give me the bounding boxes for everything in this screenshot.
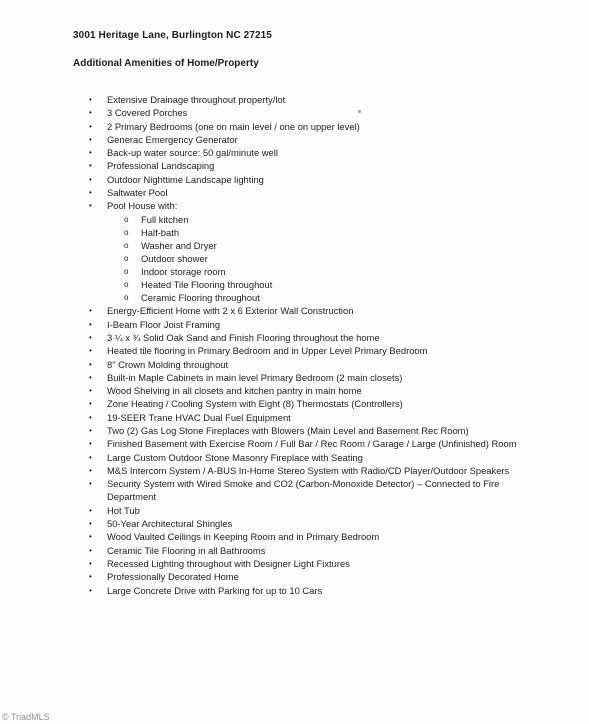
amenity-text: Outdoor Nighttime Landscape lighting xyxy=(107,173,264,185)
bullet-icon: • xyxy=(89,386,92,396)
amenity-item xyxy=(0,397,589,410)
bullet-icon: • xyxy=(89,558,92,568)
amenity-item xyxy=(0,331,589,344)
amenity-item xyxy=(0,186,589,199)
amenity-text: Professional Landscaping xyxy=(107,160,215,172)
bullet-icon: • xyxy=(89,572,92,582)
amenity-text: Energy-Efficient Home with 2 x 6 Exterior Wall Construction xyxy=(107,305,354,317)
amenity-item xyxy=(0,93,589,106)
amenity-text: Large Concrete Drive with Parking for up to 10 Cars xyxy=(107,584,323,596)
bullet-icon: • xyxy=(89,161,92,171)
sub-bullet-icon: o xyxy=(124,267,129,277)
bullet-icon: • xyxy=(89,332,92,342)
bullet-icon: • xyxy=(89,585,92,595)
amenity-text: 50-Year Architectural Shingles xyxy=(107,518,233,530)
amenity-item xyxy=(0,424,589,437)
bullet-icon: • xyxy=(89,465,92,475)
bullet-icon: • xyxy=(89,174,92,184)
pool-house-text: Half-bath xyxy=(141,226,180,238)
amenity-text: M&S Intercom System / A-BUS In-Home Stereo System with Radio/CD Player/Outdoor Speakers xyxy=(107,464,510,476)
amenity-item xyxy=(0,557,589,570)
amenity-text: Recessed Lighting throughout with Designer Light Fixtures xyxy=(107,557,350,569)
pool-house-item xyxy=(0,239,589,252)
amenity-item xyxy=(0,411,589,424)
bullet-icon: • xyxy=(89,108,92,118)
pool-house-item xyxy=(0,252,589,265)
amenity-item xyxy=(0,173,589,186)
amenity-item xyxy=(0,358,589,371)
bullet-icon: • xyxy=(89,319,92,329)
amenity-text: Built-in Maple Cabinets in main level Primary Bedroom (2 main closets) xyxy=(107,371,403,383)
bullet-icon: • xyxy=(89,412,92,422)
amenity-text: Professionally Decorated Home xyxy=(107,571,239,583)
amenity-item xyxy=(0,384,589,397)
amenity-item xyxy=(0,504,589,517)
pool-house-item xyxy=(0,291,589,304)
amenity-item xyxy=(0,199,589,212)
amenity-item xyxy=(0,304,589,317)
watermark: © TriadMLS xyxy=(2,712,50,722)
bullet-icon: • xyxy=(89,148,92,158)
pool-house-text: Ceramic Flooring throughout xyxy=(141,292,260,304)
bullet-icon: • xyxy=(89,426,92,435)
bullet-icon: • xyxy=(89,479,92,489)
pool-house-text: Indoor storage room xyxy=(141,266,226,278)
amenity-item xyxy=(0,584,589,597)
sub-bullet-icon: o xyxy=(124,280,129,290)
amenity-item xyxy=(0,477,589,504)
amenity-text: 19-SEER Trane HVAC Dual Fuel Equipment xyxy=(107,411,291,423)
amenity-item xyxy=(0,451,589,464)
amenity-item xyxy=(0,159,589,172)
sub-bullet-icon: o xyxy=(124,214,129,224)
amenity-item xyxy=(0,120,589,133)
bullet-icon: • xyxy=(89,505,92,515)
bullet-icon: • xyxy=(89,134,92,144)
bullet-icon: • xyxy=(89,346,92,356)
pool-house-item xyxy=(0,265,589,278)
amenity-text: Wood Vaulted Ceilings in Keeping Room and in Primary Bedroom xyxy=(107,531,380,543)
amenity-text: 3 Covered Porches xyxy=(107,107,188,119)
amenity-item xyxy=(0,344,589,357)
amenities-list xyxy=(0,93,589,597)
amenity-item xyxy=(0,133,589,146)
amenity-item xyxy=(0,371,589,384)
amenity-text: Wood Shelving in all closets and kitchen pantry in main home xyxy=(107,385,362,397)
amenity-text: Extensive Drainage throughout property/lot xyxy=(107,94,286,105)
bullet-icon: • xyxy=(89,519,92,529)
bullet-icon: • xyxy=(89,452,92,462)
bullet-icon: • xyxy=(89,372,92,382)
amenity-text: Security System with Wired Smoke and CO2 (Carbon-Monoxide Detector) – Connected to Fire Department xyxy=(107,478,500,503)
bullet-icon: • xyxy=(89,399,92,409)
amenity-text: Large Custom Outdoor Stone Masonry Fireplace with Seating xyxy=(107,451,363,463)
amenity-text: 2 Primary Bedrooms (one on main level / one on upper level) xyxy=(107,120,360,132)
document-subtitle: Additional Amenities of Home/Property xyxy=(73,58,259,69)
amenity-text: 8" Crown Molding throughout xyxy=(107,358,229,370)
pool-house-item xyxy=(0,226,589,239)
pool-house-text: Heated Tile Flooring throughout xyxy=(141,279,273,291)
amenity-text: Pool House with: xyxy=(107,200,178,212)
amenity-text: I-Beam Floor Joist Framing xyxy=(107,318,221,330)
bullet-icon: • xyxy=(89,532,92,542)
sub-bullet-icon: o xyxy=(124,240,129,250)
amenity-item xyxy=(0,517,589,530)
amenity-item xyxy=(0,437,589,450)
amenity-text: Heated tile flooring in Primary Bedroom and in Upper Level Primary Bedroom xyxy=(107,345,428,357)
property-address: 3001 Heritage Lane, Burlington NC 27215 xyxy=(73,30,272,41)
bullet-icon: • xyxy=(89,359,92,369)
amenity-item xyxy=(0,570,589,583)
amenity-text: Hot Tub xyxy=(107,504,140,516)
amenity-item xyxy=(0,318,589,331)
amenity-text: Two (2) Gas Log Stone Fireplaces with Blowers (Main Level and Basement Rec Room) xyxy=(107,425,469,436)
amenity-text: 3 ¼ x ¾ Solid Oak Sand and Finish Flooring throughout the home xyxy=(107,331,380,343)
amenity-text: Finished Basement with Exercise Room / Full Bar / Rec Room / Garage / Large (Unfinished) Room xyxy=(107,438,517,450)
amenity-text: Back-up water source: 50 gal/minute well xyxy=(107,147,278,159)
amenity-text: Zone Heating / Cooling System with Eight (8) Thermostats (Controllers) xyxy=(107,398,403,410)
sub-bullet-icon: o xyxy=(124,227,129,237)
pool-house-text: Outdoor shower xyxy=(141,252,208,264)
bullet-icon: • xyxy=(89,201,92,211)
pool-house-item xyxy=(0,213,589,226)
amenity-item xyxy=(0,106,589,119)
sub-bullet-icon: o xyxy=(124,253,129,263)
amenity-text: Generac Emergency Generator xyxy=(107,133,238,145)
amenity-item xyxy=(0,464,589,477)
amenity-item xyxy=(0,544,589,557)
bullet-icon: • xyxy=(89,545,92,555)
pool-house-text: Washer and Dryer xyxy=(141,239,217,251)
bullet-icon: • xyxy=(89,439,92,449)
bullet-icon: • xyxy=(89,188,92,198)
bullet-icon: • xyxy=(89,121,92,131)
amenity-item xyxy=(0,146,589,159)
bullet-icon: • xyxy=(89,306,92,316)
pool-house-text: Full kitchen xyxy=(141,213,189,225)
amenity-text: Ceramic Tile Flooring in all Bathrooms xyxy=(107,544,266,556)
bullet-icon: • xyxy=(89,95,92,104)
amenity-item xyxy=(0,530,589,543)
amenity-text: Saltwater Pool xyxy=(107,187,168,199)
pool-house-item xyxy=(0,278,589,291)
sub-bullet-icon: o xyxy=(124,293,129,303)
